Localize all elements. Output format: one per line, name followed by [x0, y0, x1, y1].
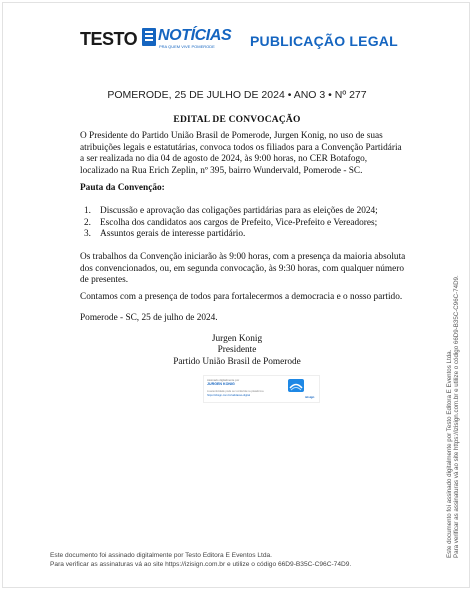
stamp-brand: izisign	[305, 395, 315, 399]
agenda-title: Pauta da Convenção:	[80, 183, 165, 193]
section-title: PUBLICAÇÃO LEGAL	[250, 33, 398, 49]
stamp-signer-name: JURGEN KONIG	[207, 382, 235, 386]
newspaper-icon	[142, 28, 156, 46]
footer-note	[50, 552, 351, 569]
izisign-logo-icon	[288, 379, 304, 392]
list-item: 2. Escolha dos candidatos aos cargos de Prefeito, Vice-Prefeito e Vereadores;	[84, 217, 378, 228]
logo-tagline: PRA QUEM VIVE POMERODE	[159, 44, 215, 49]
vertical-signature-note	[446, 208, 460, 558]
logo-noticias: NOTÍCIAS	[158, 27, 232, 44]
intro-paragraph: O Presidente do Partido União Brasil de Pomerode, Jurgen Konig, no uso de suas atribuições legais e estatutárias, convoca todos os filiados para a Convenção Partidária a ser realizada no dia 04 de agosto de 2024, às 9:00 horas, no CER Botafogo, localizado na Rua Erich Zeplin, nº 395, bairro Wundervald, Pomerode - SC.	[80, 131, 402, 176]
signer-org: Partido União Brasil de Pomerode	[173, 356, 301, 367]
signer-name: Jurgen Konig	[211, 334, 263, 344]
footer-line1: Este documento foi assinado digitalmente por Testo Editora E Eventos Ltda.	[50, 552, 273, 559]
document-title: EDITAL DE CONVOCAÇÃO	[173, 115, 301, 125]
schedule-paragraph: Os trabalhos da Convenção iniciarão às 9:00 horas, com a presença da maioria absoluta dos convencionados, ou, em segunda convocação, às 9:30 horas, com qualquer número de presentes.	[80, 252, 406, 286]
list-item: 3. Assuntos gerais de interesse partidário.	[84, 229, 246, 240]
side-note-line2: Para verificar as assinaturas vá ao site https://izisign.com.br e utilize o código 66D9-B35C-C96C-74D9.	[453, 275, 460, 558]
stamp-link: https://izisign.com.br/validacao-digital	[207, 394, 250, 397]
date-place: Pomerode - SC, 25 de julho de 2024.	[80, 313, 218, 323]
stamp-caption: Assinado digitalmente por	[207, 378, 240, 382]
stamp-note: A autenticidade pode ser conferida na plataforma	[207, 390, 264, 393]
agenda-list	[80, 206, 400, 241]
closing-paragraph: Contamos com a presença de todos para fortalecermos a democracia e o nosso partido.	[80, 292, 403, 302]
digital-signature-stamp	[203, 375, 320, 403]
footer-line2: Para verificar as assinaturas vá ao site https://izisign.com.br e utilize o código 66D9-B35C-C96C-74D9.	[50, 560, 352, 568]
list-item: 1. Discussão e aprovação das coligações partidárias para as eleições de 2024;	[84, 206, 378, 216]
signature-block	[0, 334, 474, 368]
side-note-line1: Este documento foi assinado digitalmente por Testo Editora E Eventos Ltda.	[446, 349, 453, 558]
issue-line: POMERODE, 25 DE JULHO DE 2024 • ANO 3 • Nº 277	[107, 89, 367, 101]
signer-role: Presidente	[217, 345, 257, 356]
logo-testo: TESTO	[80, 29, 138, 49]
